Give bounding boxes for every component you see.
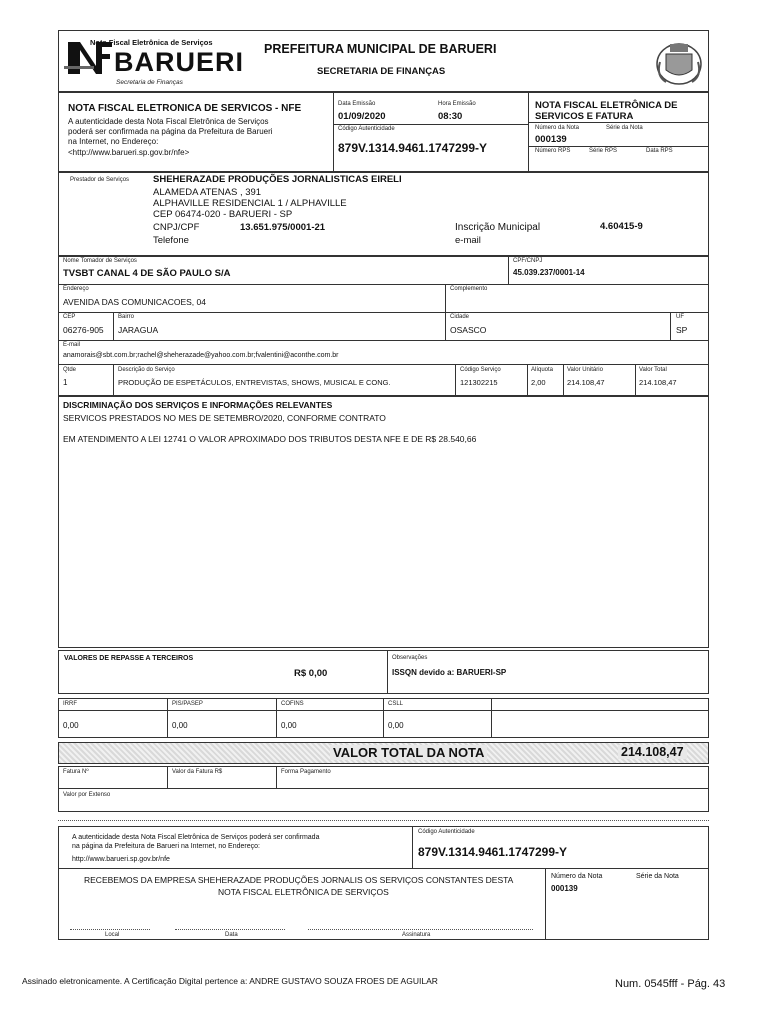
fatura-extenso-label: Valor por Extenso bbox=[63, 792, 111, 798]
servico-vunit-label: Valor Unitário bbox=[567, 367, 603, 373]
tributo-value: 0,00 bbox=[172, 721, 188, 730]
total-value: 214.108,47 bbox=[618, 745, 687, 759]
canhoto-code-label: Código Autenticidade bbox=[418, 829, 475, 835]
tributo-label: IRRF bbox=[63, 701, 77, 707]
canhoto-auth-line: na página da Prefeitura de Barueri na Internet, no Endereço: bbox=[72, 843, 260, 850]
repasse-value: R$ 0,00 bbox=[294, 668, 328, 679]
serie-label: Série da Nota bbox=[606, 125, 643, 131]
canhoto-url[interactable]: http://www.barueri.sp.gov.br/nfe bbox=[72, 856, 170, 863]
prestador-address: ALPHAVILLE RESIDENCIAL 1 / ALPHAVILLE bbox=[153, 198, 347, 209]
servico-qtde: 1 bbox=[63, 378, 68, 387]
servico-desc-label: Descrição do Serviço bbox=[118, 367, 175, 373]
tomador-name: TVSBT CANAL 4 DE SÃO PAULO S/A bbox=[63, 268, 231, 279]
tomador-bairro: JARAGUA bbox=[118, 325, 159, 335]
logo-subtitle: Nota Fiscal Eletrônica de Serviços bbox=[90, 38, 213, 47]
assinatura-label: Assinatura bbox=[402, 932, 431, 938]
fatura-box bbox=[58, 766, 709, 812]
canhoto-code: 879V.1314.9461.1747299-Y bbox=[418, 845, 568, 859]
time-label: Hora Emissão bbox=[438, 101, 476, 107]
num-label: Número da Nota bbox=[535, 125, 580, 131]
servico-desc: PRODUÇÃO DE ESPETÁCULOS, ENTREVISTAS, SHOWS, MUSICAL E CONG. bbox=[118, 378, 391, 387]
tributo-value: 0,00 bbox=[281, 721, 297, 730]
logo-tag: Secretaria de Finanças bbox=[116, 79, 183, 86]
discriminacao-title: DISCRIMINAÇÃO DOS SERVIÇOS E INFORMAÇÕES RELEVANTES bbox=[63, 400, 333, 410]
date-label: Data Emissão bbox=[338, 101, 376, 107]
prestador-im-label: Inscrição Municipal bbox=[455, 222, 541, 233]
tomador-cep: 06276-905 bbox=[63, 325, 104, 335]
right-title: NOTA FISCAL ELETRÔNICA DE bbox=[535, 100, 678, 111]
canhoto-receb: RECEBEMOS DA EMPRESA SHEHERAZADE PRODUÇÕES JORNALIS OS SERVIÇOS CONSTANTES DESTA bbox=[84, 875, 514, 885]
prestador-address: CEP 06474-020 - BARUERI - SP bbox=[153, 209, 293, 220]
discriminacao-line: SERVICOS PRESTADOS NO MES DE SETEMBRO/2020, CONFORME CONTRATO bbox=[63, 413, 386, 423]
servico-vtotal-label: Valor Total bbox=[639, 367, 667, 373]
data-label: Data bbox=[225, 932, 238, 938]
tomador-address: AVENIDA DAS COMUNICACOES, 04 bbox=[63, 297, 206, 307]
nfe-auth-line: poderá ser confirmada na página da Prefeitura de Barueri bbox=[68, 127, 273, 136]
prestador-name: SHEHERAZADE PRODUÇÕES JORNALISTICAS EIRELI bbox=[153, 174, 402, 185]
prestador-label: Prestador de Serviços bbox=[70, 177, 130, 183]
rps-serie-label: Série RPS bbox=[589, 148, 618, 154]
canhoto-serie-label: Série da Nota bbox=[636, 873, 679, 880]
city-seal-icon bbox=[652, 36, 706, 90]
signature-footer: Assinado eletronicamente. A Certificação Digital pertence a: ANDRE GUSTAVO SOUZA FROES DE AGUILAR bbox=[22, 976, 438, 986]
nfe-auth-line: A autenticidade desta Nota Fiscal Eletrônica de Serviços bbox=[68, 117, 269, 126]
tomador-email-label: E-mail bbox=[63, 342, 81, 348]
fatura-valor-label: Valor da Fatura R$ bbox=[172, 769, 223, 775]
tomador-uf: SP bbox=[676, 325, 688, 335]
issue-date: 01/09/2020 bbox=[338, 111, 386, 122]
page-subtitle: SECRETARIA DE FINANÇAS bbox=[317, 66, 446, 77]
prestador-cnpj: 13.651.975/0001-21 bbox=[240, 222, 326, 233]
canhoto-auth-line: A autenticidade desta Nota Fiscal Eletrônica de Serviços poderá ser confirmada bbox=[72, 834, 320, 841]
tomador-email: anamorais@sbt.com.br;rachel@sheherazade@yahoo.com.br;fvalentini@aconthe.com.br bbox=[63, 352, 339, 359]
discriminacao-line: EM ATENDIMENTO A LEI 12741 O VALOR APROXIMADO DOS TRIBUTOS DESTA NFE E DE R$ 28.540,66 bbox=[63, 434, 477, 444]
tomador-cep-label: CEP bbox=[63, 314, 76, 320]
total-label: VALOR TOTAL DA NOTA bbox=[330, 745, 487, 760]
nfe-auth-line: na Internet, no Endereço: bbox=[68, 137, 159, 146]
prestador-address: ALAMEDA ATENAS , 391 bbox=[153, 187, 262, 198]
obs-label: Observações bbox=[392, 655, 428, 661]
prestador-cnpj-label: CNPJ/CPF bbox=[153, 222, 200, 233]
tomador-cidade: OSASCO bbox=[450, 325, 487, 335]
prestador-phone-label: Telefone bbox=[153, 235, 189, 246]
logo-city: BARUERI bbox=[114, 47, 245, 77]
page-title: PREFEITURA MUNICIPAL DE BARUERI bbox=[264, 42, 497, 56]
tomador-bairro-label: Bairro bbox=[118, 314, 135, 320]
tributo-label: COFINS bbox=[281, 701, 304, 707]
fatura-num-label: Fatura Nº bbox=[63, 769, 89, 775]
servico-aliq: 2,00 bbox=[531, 378, 546, 387]
tributo-label: CSLL bbox=[388, 701, 404, 707]
fatura-forma-label: Forma Pagamento bbox=[281, 769, 331, 775]
servico-cod-label: Código Serviço bbox=[460, 367, 501, 373]
tomador-address-label: Endereço bbox=[63, 286, 89, 292]
canhoto-receb: NOTA FISCAL ELETRÔNICA DE SERVIÇOS bbox=[218, 887, 389, 897]
auth-code-label: Código Autenticidade bbox=[338, 126, 395, 132]
servico-qtde-label: Qtde bbox=[63, 367, 77, 373]
canhoto-num-label: Número da Nota bbox=[551, 873, 603, 880]
rps-date-label: Data RPS bbox=[646, 148, 673, 154]
prestador-im: 4.60415-9 bbox=[600, 221, 643, 232]
tomador-name-label: Nome Tomador de Serviços bbox=[63, 258, 137, 264]
tributo-value: 0,00 bbox=[63, 721, 79, 730]
right-title: SERVICOS E FATURA bbox=[535, 111, 634, 122]
servico-aliq-label: Alíquota bbox=[531, 367, 554, 373]
cut-line bbox=[58, 820, 709, 821]
servico-vtotal: 214.108,47 bbox=[639, 378, 677, 387]
auth-code: 879V.1314.9461.1747299-Y bbox=[338, 141, 488, 155]
tributo-value: 0,00 bbox=[388, 721, 404, 730]
tomador-cidade-label: Cidade bbox=[450, 314, 470, 320]
tomador-cnpj-label: CPF/CNPJ bbox=[513, 258, 543, 264]
tributo-label: PIS/PASEP bbox=[172, 701, 203, 707]
tomador-compl-label: Complemento bbox=[450, 286, 488, 292]
servico-cod: 121302215 bbox=[460, 378, 498, 387]
prestador-email-label: e-mail bbox=[455, 235, 481, 246]
issue-time: 08:30 bbox=[438, 111, 463, 122]
canhoto-num: 000139 bbox=[551, 884, 578, 893]
obs-value: ISSQN devido a: BARUERI-SP bbox=[392, 668, 507, 677]
page-number: Num. 0545fff - Pág. 43 bbox=[615, 978, 726, 990]
barueri-logo bbox=[64, 34, 245, 88]
nfe-title: NOTA FISCAL ELETRONICA DE SERVICOS - NFE bbox=[68, 103, 302, 114]
nfe-auth-url[interactable]: <http://www.barueri.sp.gov.br/nfe> bbox=[68, 148, 190, 157]
servico-vunit: 214.108,47 bbox=[567, 378, 605, 387]
local-label: Local bbox=[105, 932, 120, 938]
note-number: 000139 bbox=[535, 134, 567, 145]
tomador-uf-label: UF bbox=[676, 314, 684, 320]
rps-num-label: Número RPS bbox=[535, 148, 571, 154]
tomador-cnpj: 45.039.237/0001-14 bbox=[513, 268, 585, 277]
repasse-label: VALORES DE REPASSE A TERCEIROS bbox=[64, 655, 194, 662]
